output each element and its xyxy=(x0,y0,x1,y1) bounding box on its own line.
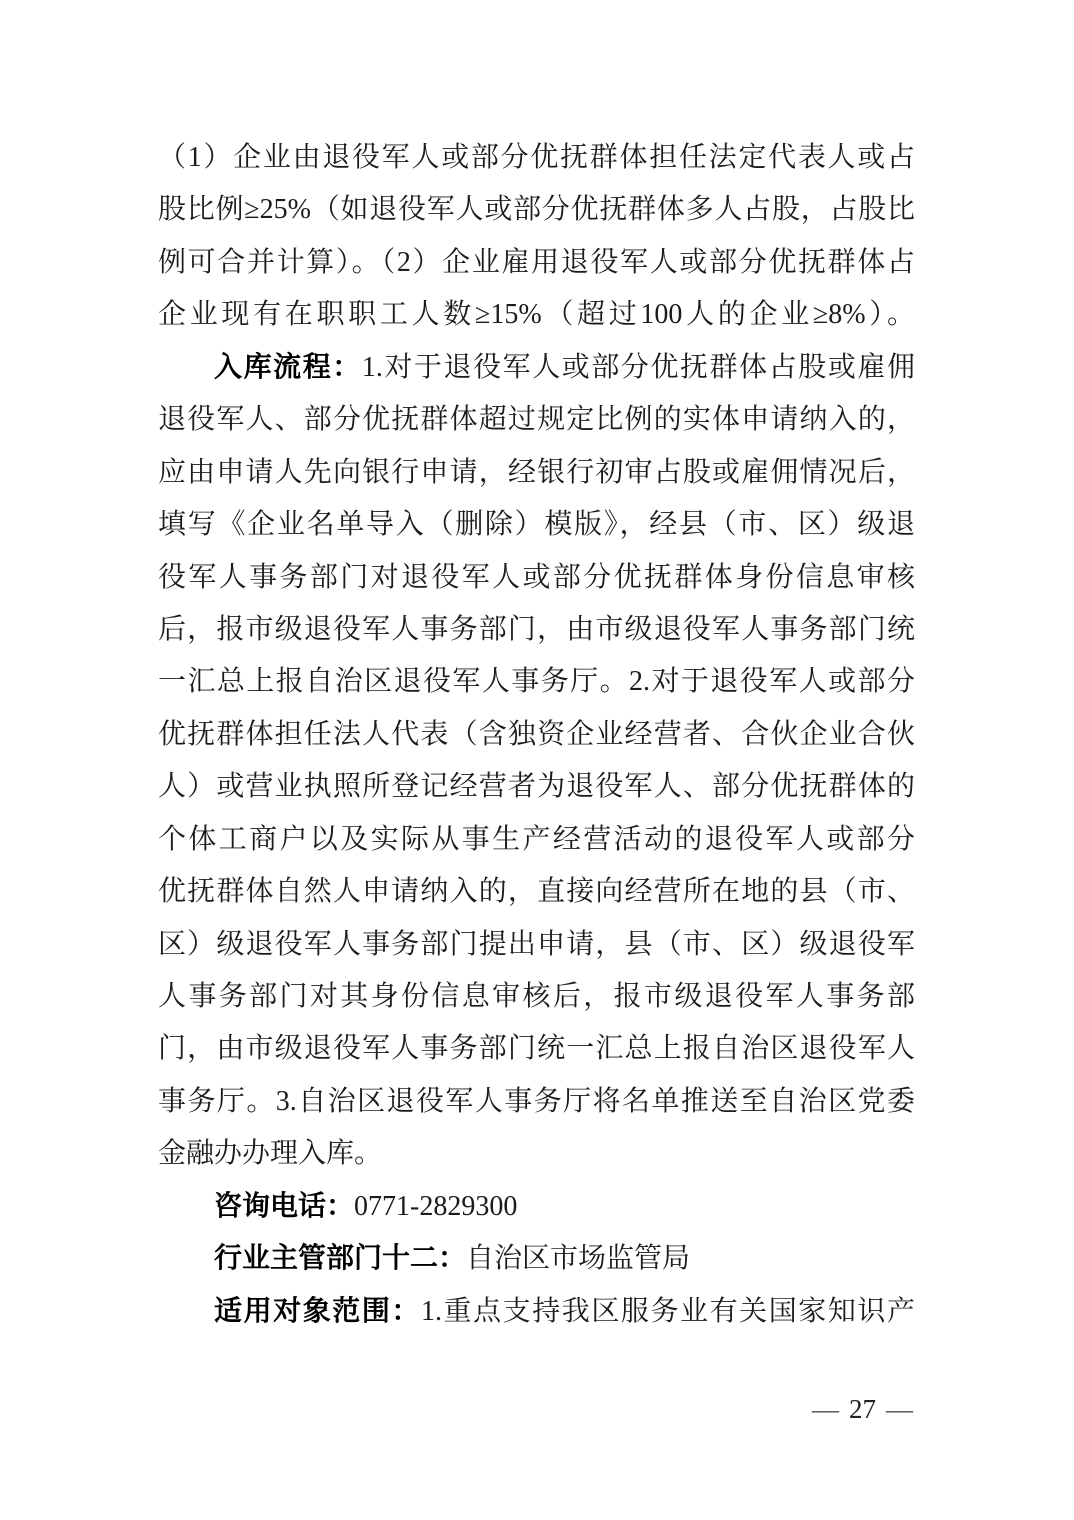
text-line xyxy=(158,342,915,394)
text-line: 例可合并计算）。（2）企业雇用退役军人或部分优抚群体占 xyxy=(158,246,915,278)
page-number: 27 xyxy=(849,1394,876,1424)
text-line: 役军人事务部门对退役军人或部分优抚群体身份信息审核 xyxy=(158,561,915,593)
text-line: 金融办办理入库。 xyxy=(158,1138,383,1170)
text-line: 事务厅。3.自治区退役军人事务厅将名单推送至自治区党委 xyxy=(158,1085,915,1117)
text-line: 一汇总上报自治区退役军人事务厅。2.对于退役军人或部分 xyxy=(158,666,915,698)
text-line: 优抚群体自然人申请纳入的，直接向经营所在地的县（市、 xyxy=(158,876,915,908)
consult-phone-number: 0771-2829300 xyxy=(354,1190,518,1222)
text-line: 优抚群体担任法人代表（含独资企业经营者、合伙企业合伙 xyxy=(158,718,915,750)
text-line: 企业现有在职职工人数≥15%（超过100人的企业≥8%）。 xyxy=(158,299,915,331)
text-line: 后，报市级退役军人事务部门，由市级退役军人事务部门统 xyxy=(158,613,915,645)
text-line: 个体工商户以及实际从事生产经营活动的退役军人或部分 xyxy=(158,823,915,855)
text-line: 人）或营业执照所登记经营者为退役军人、部分优抚群体的 xyxy=(158,771,915,803)
text-line: 应由申请人先向银行申请，经银行初审占股或雇佣情况后， xyxy=(158,456,915,488)
industry-dept-label: 行业主管部门十二： xyxy=(214,1243,467,1275)
process-flow-text: 1.对于退役军人或部分优抚群体占股或雇佣 xyxy=(361,351,915,383)
text-line xyxy=(158,1233,915,1285)
process-flow-label: 入库流程： xyxy=(214,351,362,383)
applicable-scope-text: 1.重点支持我区服务业有关国家知识产 xyxy=(420,1295,915,1327)
footer-dash-right: — xyxy=(886,1394,913,1424)
text-line: 股比例≥25%（如退役军人或部分优抚群体多人占股，占股比 xyxy=(158,194,915,226)
text-line: （1）企业由退役军人或部分优抚群体担任法定代表人或占 xyxy=(158,142,915,173)
document-body xyxy=(158,132,915,1338)
industry-dept-value: 自治区市场监管局 xyxy=(466,1243,691,1275)
text-line xyxy=(158,1286,915,1338)
text-line: 退役军人、部分优抚群体超过规定比例的实体申请纳入的， xyxy=(158,404,915,436)
consult-phone-label: 咨询电话： xyxy=(214,1190,355,1222)
footer-dash-left: — xyxy=(812,1394,839,1424)
text-line: 人事务部门对其身份信息审核后，报市级退役军人事务部 xyxy=(158,981,915,1012)
text-line xyxy=(158,1181,915,1233)
text-line: 区）级退役军人事务部门提出申请，县（市、区）级退役军 xyxy=(158,928,915,960)
text-line: 门，由市级退役军人事务部门统一汇总上报自治区退役军人 xyxy=(158,1033,915,1065)
text-line: 填写《企业名单导入（删除）模版》，经县（市、区）级退 xyxy=(158,509,915,541)
page-footer xyxy=(812,1392,913,1426)
applicable-scope-label: 适用对象范围： xyxy=(214,1295,421,1327)
